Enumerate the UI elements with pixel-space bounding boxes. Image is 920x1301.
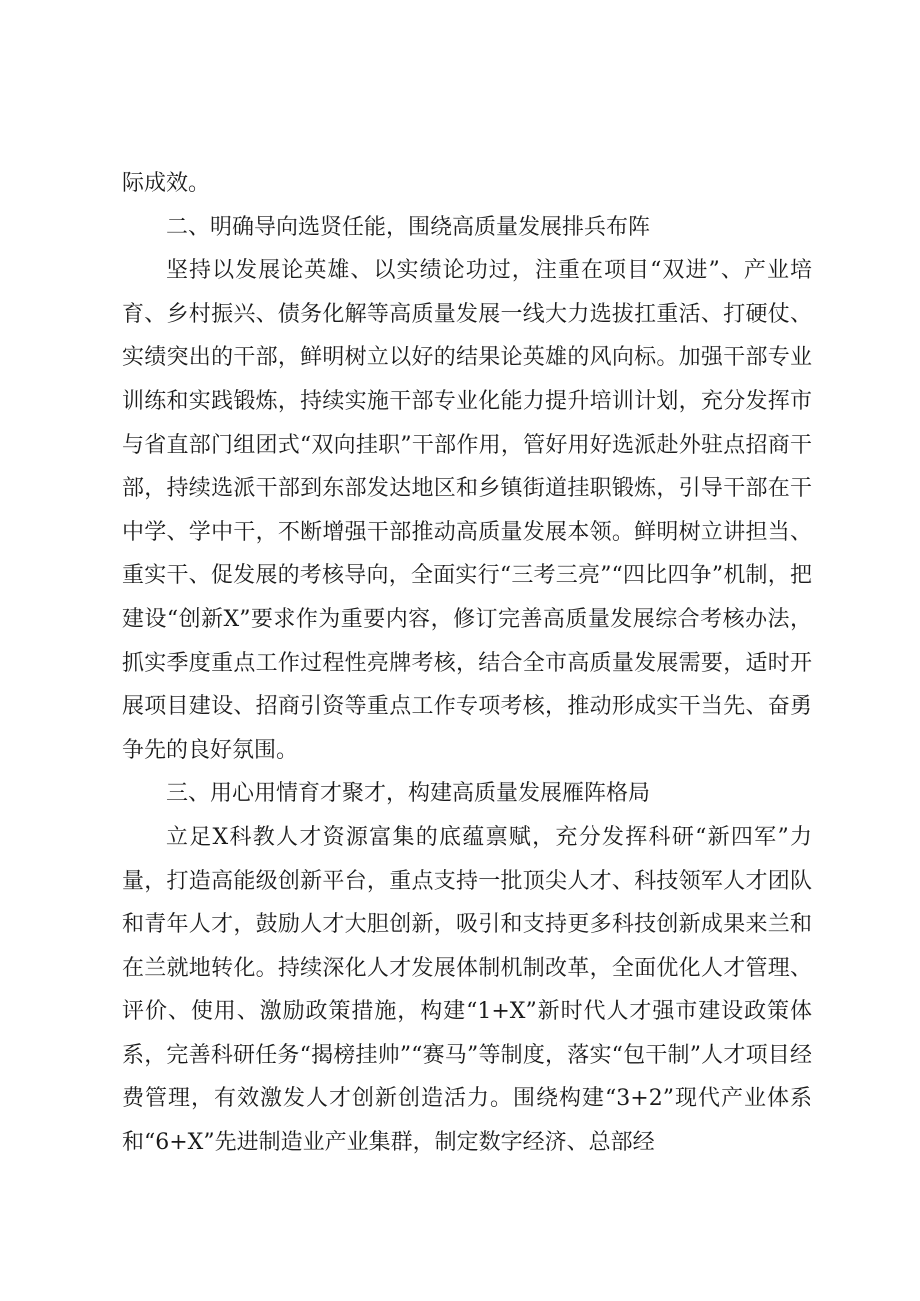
paragraph-section-2: 坚持以发展论英雄、以实绩论功过，注重在项目“双进”、产业培育、乡村振兴、债务化解等高质量发展一线大力选拔扛重活、打硬仗、实绩突出的干部，鲜明树立以好的结果论英雄的风向标。加强干部专业训练和实践锻炼，持续实施干部专业化能力提升培训计划，充分发挥市与省直部门组团式“双向挂职”干部作用，管好用好选派赴外驻点招商干部，持续选派干部到东部发达地区和乡镇街道挂职锻炼，引导干部在干中学、学中干，不断增强干部推动高质量发展本领。鲜明树立讲担当、重实干、促发展的考核导向，全面实行“三考三亮”“四比四争”机制，把建设“创新X”要求作为重要内容，修订完善高质量发展综合考核办法，抓实季度重点工作过程性亮牌考核，结合全市高质量发展需要，适时开展项目建设、招商引资等重点工作专项考核，推动形成实干当先、奋勇争先的良好氛围。 bbox=[122, 258, 812, 763]
paragraph-continuation: 际成效。 bbox=[122, 171, 211, 196]
section-heading-2: 二、明确导向选贤任能，围绕高质量发展排兵布阵 bbox=[166, 214, 651, 240]
section-heading-3: 三、用心用情育才聚才，构建高质量发展雁阵格局 bbox=[166, 781, 651, 807]
document-body bbox=[122, 162, 812, 1165]
paragraph-section-3: 立足X科教人才资源富集的底蕴禀赋，充分发挥科研“新四军”力量，打造高能级创新平台，重点支持一批顶尖人才、科技领军人才团队和青年人才，鼓励人才大胆创新，吸引和支持更多科技创新成果来兰和在兰就地转化。持续深化人才发展体制机制改革，全面优化人才管理、评价、使用、激励政策措施，构建“1+X”新时代人才强市建设政策体系，完善科研任务“揭榜挂帅”“赛马”等制度，落实“包干制”人才项目经费管理，有效激发人才创新创造活力。围绕构建“3+2”现代产业体系和“6+X”先进制造业产业集群，制定数字经济、总部经 bbox=[122, 824, 812, 1156]
